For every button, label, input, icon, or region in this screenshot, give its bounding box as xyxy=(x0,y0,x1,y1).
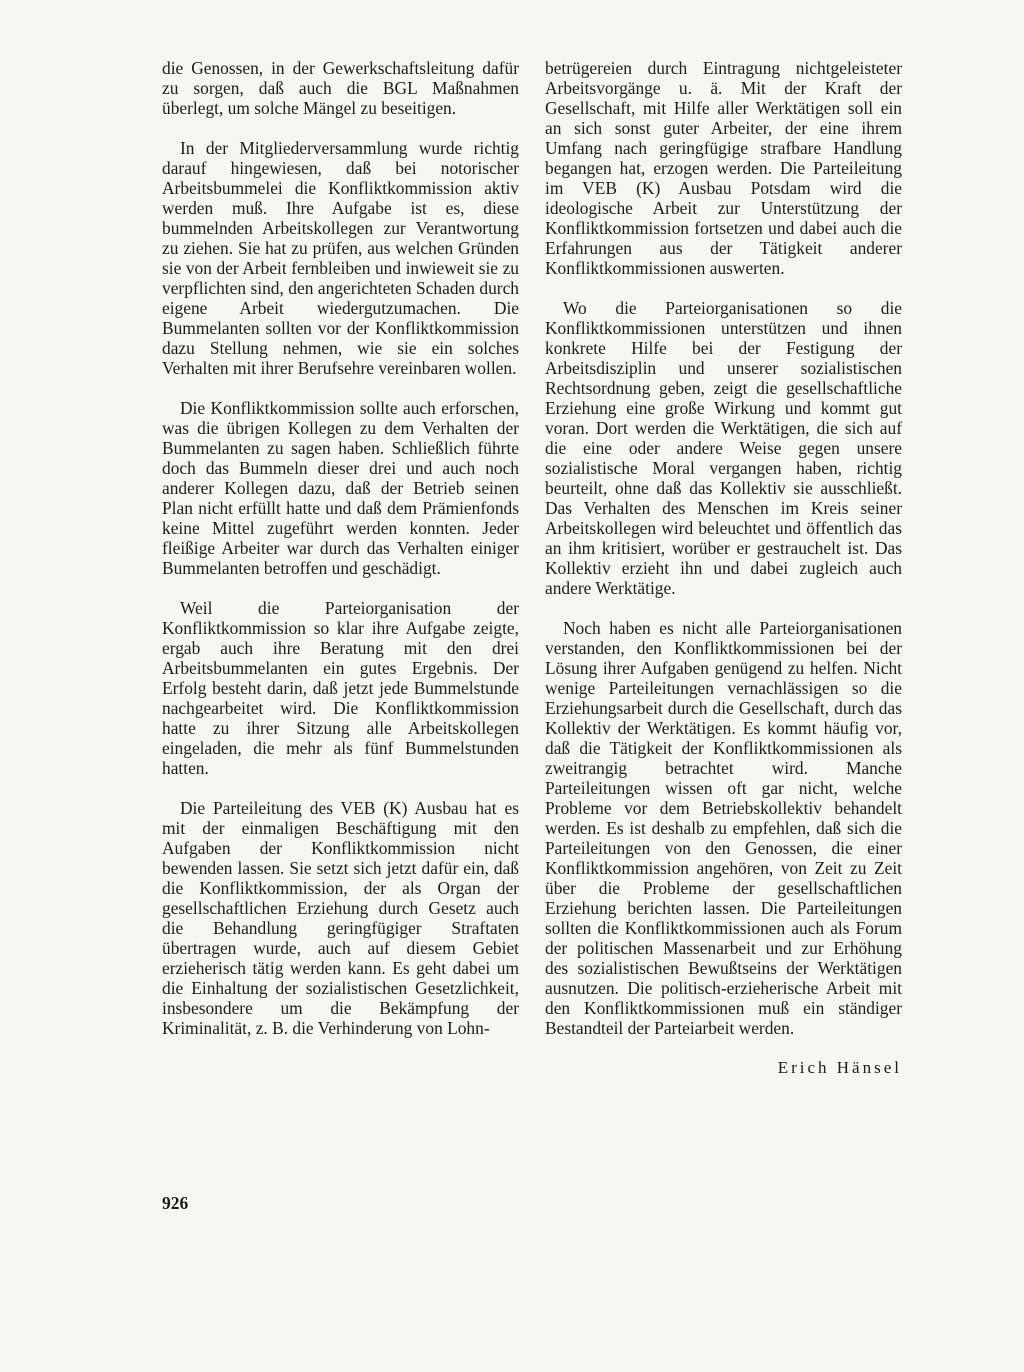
paragraph: Die Parteileitung des VEB (K) Ausbau hat es mit der einmaligen Beschäftigung mit den Aufgaben der Konfliktkommission nicht bewenden lassen. Sie setzt sich jetzt dafür ein, daß die Konfliktkommission, der als Organ der gesellschaftlichen Erziehung durch Gesetz auch die Behandlung geringfügiger Straftaten übertragen wurde, auch auf diesem Gebiet erzieherisch tätig werden kann. Es geht dabei um die Einhaltung der sozialistischen Gesetzlichkeit, insbesondere um die Bekämpfung der Kriminalität, z. B. die Verhinderung von Lohn- xyxy=(162,798,519,1038)
paragraph: In der Mitgliederversammlung wurde richtig darauf hingewiesen, daß bei notorischer Arbeitsbummelei die Konfliktkommission aktiv werden muß. Ihre Aufgabe ist es, diese bummelnden Arbeitskollegen zur Verantwortung zu ziehen. Sie hat zu prüfen, aus welchen Gründen sie von der Arbeit fernbleiben und inwieweit sie zu verpflichten sind, den angerichteten Schaden durch eigene Arbeit wiedergutzumachen. Die Bummelanten sollten vor der Konfliktkommission dazu Stellung nehmen, wie sie ein solches Verhalten mit ihrer Berufsehre vereinbaren wollen. xyxy=(162,138,519,378)
paragraph: betrügereien durch Eintragung nichtgeleisteter Arbeitsvorgänge u. ä. Mit der Kraft der Gesellschaft, mit Hilfe aller Werktätigen soll ein an sich sonst guter Arbeiter, der eine ihrem Umfang nach geringfügige strafbare Handlung begangen hat, erzogen werden. Die Parteileitung im VEB (K) Ausbau Potsdam wird die ideologische Arbeit zur Unterstützung der Konfliktkommission fortsetzen und dabei auch die Erfahrungen aus der Tätigkeit anderer Konfliktkommissionen auswerten. xyxy=(545,58,902,278)
paragraph: die Genossen, in der Gewerkschaftsleitung dafür zu sorgen, daß auch die BGL Maßnahmen überlegt, um solche Mängel zu beseitigen. xyxy=(162,58,519,118)
paragraph: Wo die Parteiorganisationen so die Konfliktkommissionen unterstützen und ihnen konkrete Hilfe bei der Festigung der Arbeitsdisziplin und unserer sozialistischen Rechtsordnung geben, zeigt die gesellschaftliche Erziehung eine große Wirkung und kommt gut voran. Dort werden die Werktätigen, die sich auf die eine oder andere Weise gegen unsere sozialistische Moral vergangen haben, richtig beurteilt, ohne daß das Kollektiv sie ausschließt. Das Verhalten des Menschen im Kreis seiner Arbeitskollegen wird beleuchtet und öffentlich das an ihm kritisiert, worüber er gestrauchelt ist. Das Kollektiv erzieht ihn und dabei zugleich auch andere Werktätige. xyxy=(545,298,902,598)
paragraph: Noch haben es nicht alle Parteiorganisationen verstanden, den Konfliktkommissionen bei der Lösung ihrer Aufgaben genügend zu helfen. Nicht wenige Parteileitungen vernachlässigen so die Erziehungsarbeit durch die Gesellschaft, durch das Kollektiv der Werktätigen. Es kommt häufig vor, daß die Tätigkeit der Konfliktkommissionen als zweitrangig betrachtet wird. Manche Parteileitungen wissen oft gar nicht, welche Probleme vor dem Betriebskollektiv behandelt werden. Es ist deshalb zu empfehlen, daß sich die Parteileitungen von den Genossen, die einer Konfliktkommission angehören, von Zeit zu Zeit über die Probleme der gesellschaftlichen Erziehung berichten lassen. Die Parteileitungen sollten die Konfliktkommissionen auch als Forum der politischen Massenarbeit und zur Erhöhung des sozialistischen Bewußtseins der Werktätigen ausnutzen. Die politisch-erzieherische Arbeit mit den Konfliktkommissionen muß ein ständiger Bestandteil der Parteiarbeit werden. xyxy=(545,618,902,1038)
page-number: 926 xyxy=(162,1193,189,1213)
author-signature: Erich Hänsel xyxy=(777,1058,902,1077)
left-text-column xyxy=(162,58,519,1038)
paragraph: Weil die Parteiorganisation der Konfliktkommission so klar ihre Aufgabe zeigte, ergab auch ihre Beratung mit den drei Arbeitsbummelanten ein gutes Ergebnis. Der Erfolg besteht darin, daß jetzt jede Bummelstunde nachgearbeitet wird. Die Konfliktkommission hatte zu ihrer Sitzung alle Arbeitskollegen eingeladen, die mehr als fünf Bummelstunden hatten. xyxy=(162,598,519,778)
paragraph: Die Konfliktkommission sollte auch erforschen, was die übrigen Kollegen zu dem Verhalten der Bummelanten zu sagen haben. Schließlich führte doch das Bummeln dieser drei und auch noch anderer Kollegen dazu, daß der Betrieb seinen Plan nicht erfüllt hatte und daß dem Prämienfonds keine Mittel zugeführt werden konnten. Jeder fleißige Arbeiter war durch das Verhalten einiger Bummelanten betroffen und geschädigt. xyxy=(162,398,519,578)
right-text-column xyxy=(545,58,902,1078)
